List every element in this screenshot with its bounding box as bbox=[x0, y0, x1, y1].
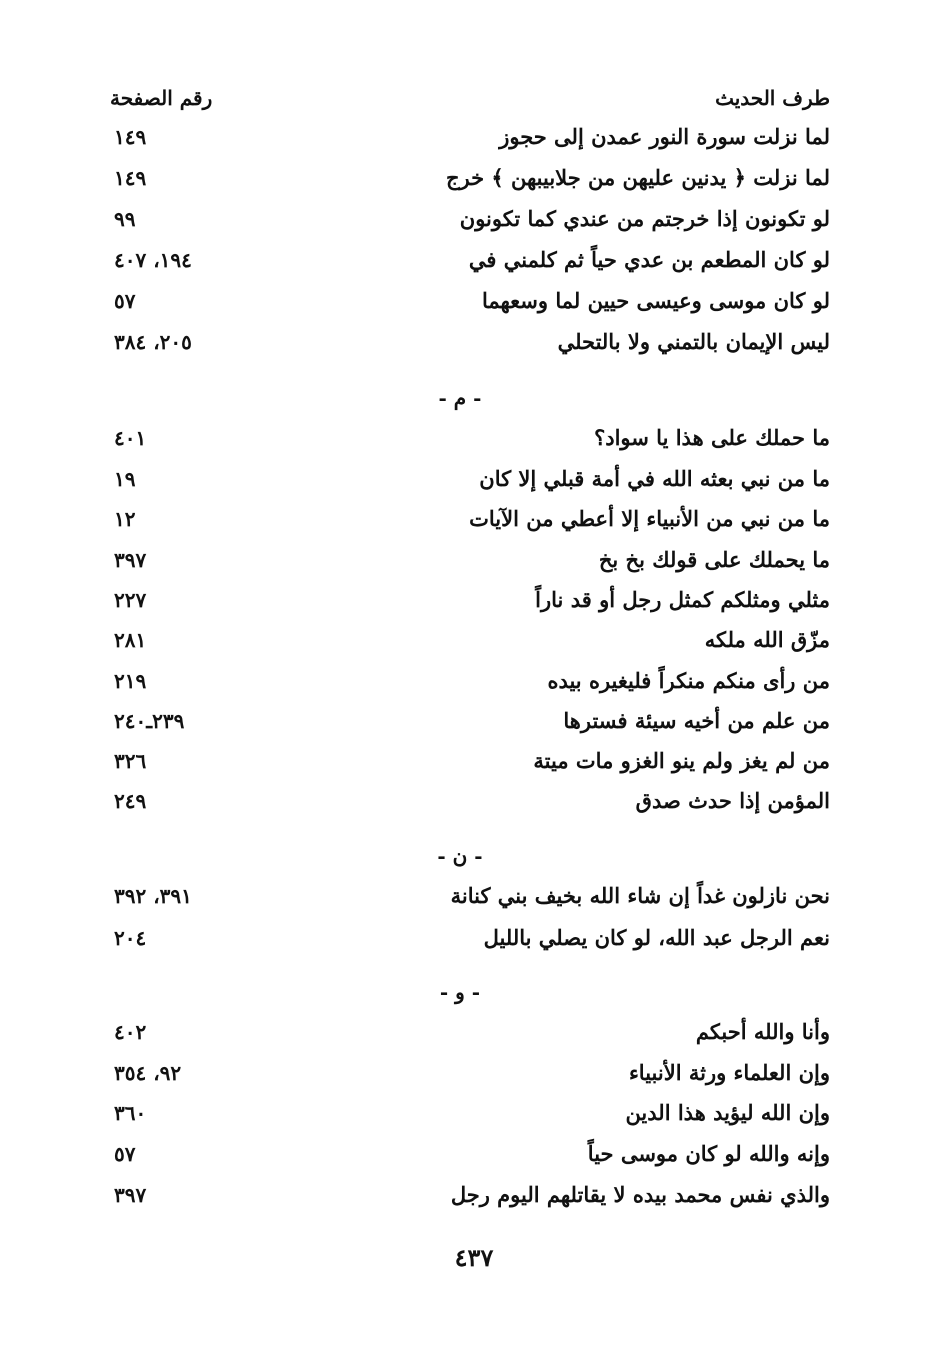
hadith-text: لو تكونون إذا خرجتم من عندي كما تكونون bbox=[459, 206, 830, 231]
index-row bbox=[0, 540, 948, 580]
index-row bbox=[0, 117, 948, 157]
section-letter-waw: - و - bbox=[439, 980, 481, 1004]
page-ref: ٣٢٦ bbox=[114, 749, 147, 773]
index-row bbox=[0, 499, 948, 539]
index-row bbox=[0, 158, 948, 198]
page-ref: ٢٤٩ bbox=[114, 789, 147, 813]
page-ref: ٢٠٤ bbox=[114, 926, 147, 950]
hadith-text: ما حملك على هذا يا سواد؟ bbox=[594, 425, 830, 450]
page-number: ٤٣٧ bbox=[454, 1243, 494, 1272]
index-row bbox=[0, 620, 948, 660]
index-row bbox=[0, 1093, 948, 1133]
hadith-text: المؤمن إذا حدث صدق bbox=[635, 788, 830, 813]
page-ref: ٢٢٧ bbox=[114, 588, 147, 612]
hadith-text: وأنا والله أحبكم bbox=[695, 1019, 830, 1044]
page-ref: ٤٠٢ bbox=[114, 1020, 147, 1044]
page-ref: ٢١٩ bbox=[114, 669, 147, 693]
hadith-text: ما من نبي بعثه الله في أمة قبلي إلا كان bbox=[479, 466, 830, 491]
page-ref: ٣٩١، ٣٩٢ bbox=[114, 884, 192, 908]
page-ref: ١٩ bbox=[114, 467, 136, 491]
hadith-text: وإنه والله لو كان موسى حياً bbox=[587, 1141, 830, 1166]
hadith-text: ليس الإيمان بالتمني ولا بالتحلي bbox=[557, 329, 830, 354]
page-ref: ٢٨١ bbox=[114, 628, 147, 652]
section-letter-meem: - م - bbox=[438, 386, 482, 410]
hadith-text: والذي نفس محمد بيده لا يقاتلهم اليوم رجل bbox=[450, 1182, 830, 1207]
hadith-text: نعم الرجل عبد الله، لو كان يصلي بالليل bbox=[483, 925, 830, 950]
index-row bbox=[0, 1053, 948, 1093]
hadith-text: من علم من أخيه سيئة فسترها bbox=[563, 708, 830, 733]
index-row bbox=[0, 918, 948, 958]
page-ref: ٣٩٧ bbox=[114, 1183, 147, 1207]
index-row bbox=[0, 1134, 948, 1174]
page-ref: ١٢ bbox=[114, 507, 136, 531]
hadith-text: ما يحملك على قولك بخ بخ bbox=[598, 547, 830, 572]
hadith-text: وإن الله ليؤيد هذا الدين bbox=[625, 1100, 830, 1125]
page-ref: ٥٧ bbox=[114, 289, 136, 313]
hadith-text: لو كان موسى وعيسى حيين لما وسعهما bbox=[481, 288, 830, 313]
hadith-text: لو كان المطعم بن عدي حياً ثم كلمني في bbox=[468, 247, 830, 272]
page-ref: ٤٠١ bbox=[114, 426, 147, 450]
index-row bbox=[0, 876, 948, 916]
index-row bbox=[0, 322, 948, 362]
index-row bbox=[0, 781, 948, 821]
page-column-header: رقم الصفحة bbox=[110, 86, 213, 110]
page-ref: ١٤٩ bbox=[114, 166, 147, 190]
index-row bbox=[0, 741, 948, 781]
page-ref: ٥٧ bbox=[114, 1142, 136, 1166]
index-row bbox=[0, 281, 948, 321]
page-ref: ٩٢، ٣٥٤ bbox=[114, 1061, 182, 1085]
index-row bbox=[0, 580, 948, 620]
hadith-text: لما نزلت سورة النور عمدن إلى حجوز bbox=[499, 124, 830, 149]
page-ref: ١٩٤، ٤٠٧ bbox=[114, 248, 192, 272]
index-row bbox=[0, 459, 948, 499]
hadith-text: ما من نبي من الأنبياء إلا أعطي من الآيات bbox=[469, 506, 830, 531]
page-ref: ١٤٩ bbox=[114, 125, 147, 149]
hadith-text: من لم يغز ولم ينو الغزو مات ميتة bbox=[533, 748, 830, 773]
index-row bbox=[0, 701, 948, 741]
page-ref: ٢٣٩ـ٢٤٠ bbox=[114, 709, 185, 733]
hadith-text: نحن نازلون غداً إن شاء الله بخيف بني كنانة bbox=[450, 883, 830, 908]
hadith-text: وإن العلماء ورثة الأنبياء bbox=[628, 1060, 830, 1085]
index-row bbox=[0, 1175, 948, 1215]
hadith-text: مزّق الله ملكه bbox=[704, 627, 830, 652]
index-row bbox=[0, 1012, 948, 1052]
hadith-column-header: طرف الحديث bbox=[715, 86, 830, 110]
page-ref: ٩٩ bbox=[114, 207, 136, 231]
page-ref: ٣٦٠ bbox=[114, 1101, 147, 1125]
page-ref: ٢٠٥، ٣٨٤ bbox=[114, 330, 192, 354]
page-ref: ٣٩٧ bbox=[114, 548, 147, 572]
index-row bbox=[0, 240, 948, 280]
index-row bbox=[0, 418, 948, 458]
hadith-text: مثلي ومثلكم كمثل رجل أو قد ناراً bbox=[535, 587, 830, 612]
index-row bbox=[0, 199, 948, 239]
index-row bbox=[0, 661, 948, 701]
hadith-text: لما نزلت ﴿ يدنين عليهن من جلابيبهن ﴾ خرج bbox=[445, 165, 830, 190]
section-letter-noon: - ن - bbox=[437, 844, 483, 868]
hadith-text: من رأى منكم منكراً فليغيره بيده bbox=[547, 668, 830, 693]
